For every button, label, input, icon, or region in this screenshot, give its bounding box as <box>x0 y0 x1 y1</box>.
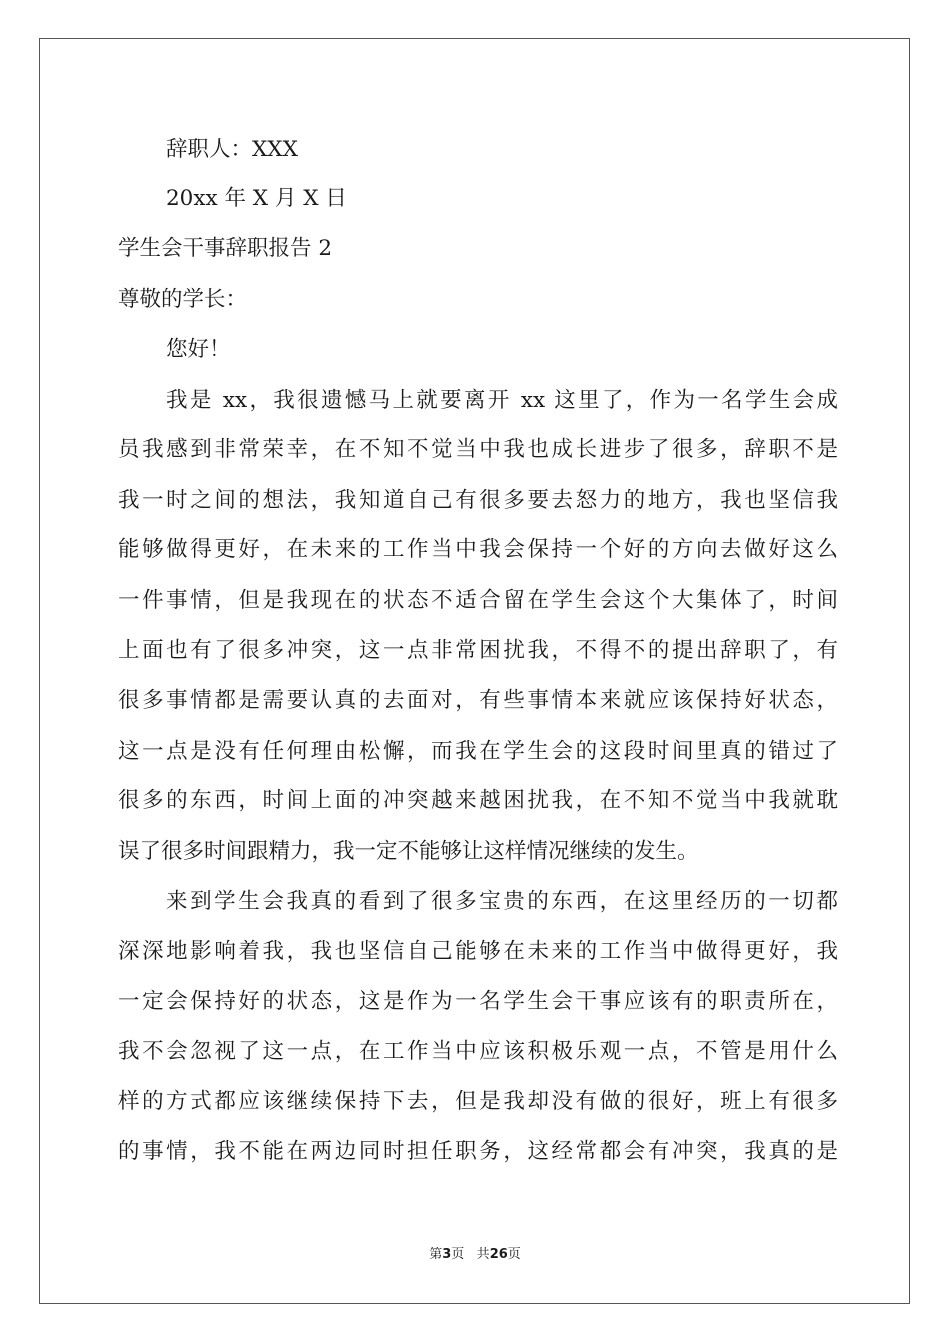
paragraph1-line: 很多事情都是需要认真的去面对，有些事情本来就应该保持好状态， <box>118 688 838 713</box>
paragraph2-line: 的事情，我不能在两边同时担任职务，这经常都会有冲突，我真的是 <box>118 1139 838 1164</box>
total-pages: 26 <box>489 1247 508 1262</box>
paragraph2-line: 深深地影响着我，我也坚信自己能够在未来的工作当中做得更好，我 <box>118 939 838 964</box>
total-prefix: 共 <box>476 1247 490 1262</box>
paragraph1-line: 上面也有了很多冲突，这一点非常困扰我，不得不的提出辞职了，有 <box>118 638 838 663</box>
paragraph2-line: 来到学生会我真的看到了很多宝贵的东西，在这里经历的一切都 <box>166 889 838 914</box>
paragraph2-line: 我不会忽视了这一点，在工作当中应该积极乐观一点，不管是用什么 <box>118 1039 838 1064</box>
paragraph1-line: 很多的东西，时间上面的冲突越来越困扰我，在不知不觉当中我就耽 <box>118 788 838 813</box>
total-suffix: 页 <box>507 1247 521 1262</box>
salutation: 尊敬的学长： <box>118 287 248 312</box>
paragraph1-line: 误了很多时间跟精力，我一定不能够让这样情况继续的发生。 <box>118 839 699 864</box>
document-title: 学生会干事辞职报告 2 <box>118 236 333 261</box>
greeting: 您好！ <box>166 337 231 362</box>
paragraph2-line: 样的方式都应该继续保持下去，但是我却没有做的很好，班上有很多 <box>118 1089 838 1114</box>
paragraph1-line: 员我感到非常荣幸，在不知不觉当中我也成长进步了很多，辞职不是 <box>118 437 838 462</box>
paragraph1-line: 一件事情，但是我现在的状态不适合留在学生会这个大集体了，时间 <box>118 588 838 613</box>
paragraph1-line: 这一点是没有任何理由松懈，而我在学生会的这段时间里真的错过了 <box>118 739 838 764</box>
paragraph1-line: 我一时之间的想法，我知道自己有很多要去怒力的地方，我也坚信我 <box>118 488 838 513</box>
paragraph1-line: 能够做得更好，在未来的工作当中我会保持一个好的方向去做好这么 <box>118 537 838 562</box>
date-line: 20xx 年 X 月 X 日 <box>166 186 347 211</box>
paragraph2-line: 一定会保持好的状态，这是作为一名学生会干事应该有的职责所在， <box>118 989 838 1014</box>
signature-line: 辞职人：XXX <box>166 137 298 162</box>
page-footer <box>0 1245 950 1265</box>
page-prefix: 第 <box>429 1247 443 1262</box>
page-number: 3 <box>442 1247 452 1262</box>
page-suffix: 页 <box>451 1247 465 1262</box>
paragraph1-line: 我是 xx，我很遗憾马上就要离开 xx 这里了，作为一名学生会成 <box>166 388 838 413</box>
